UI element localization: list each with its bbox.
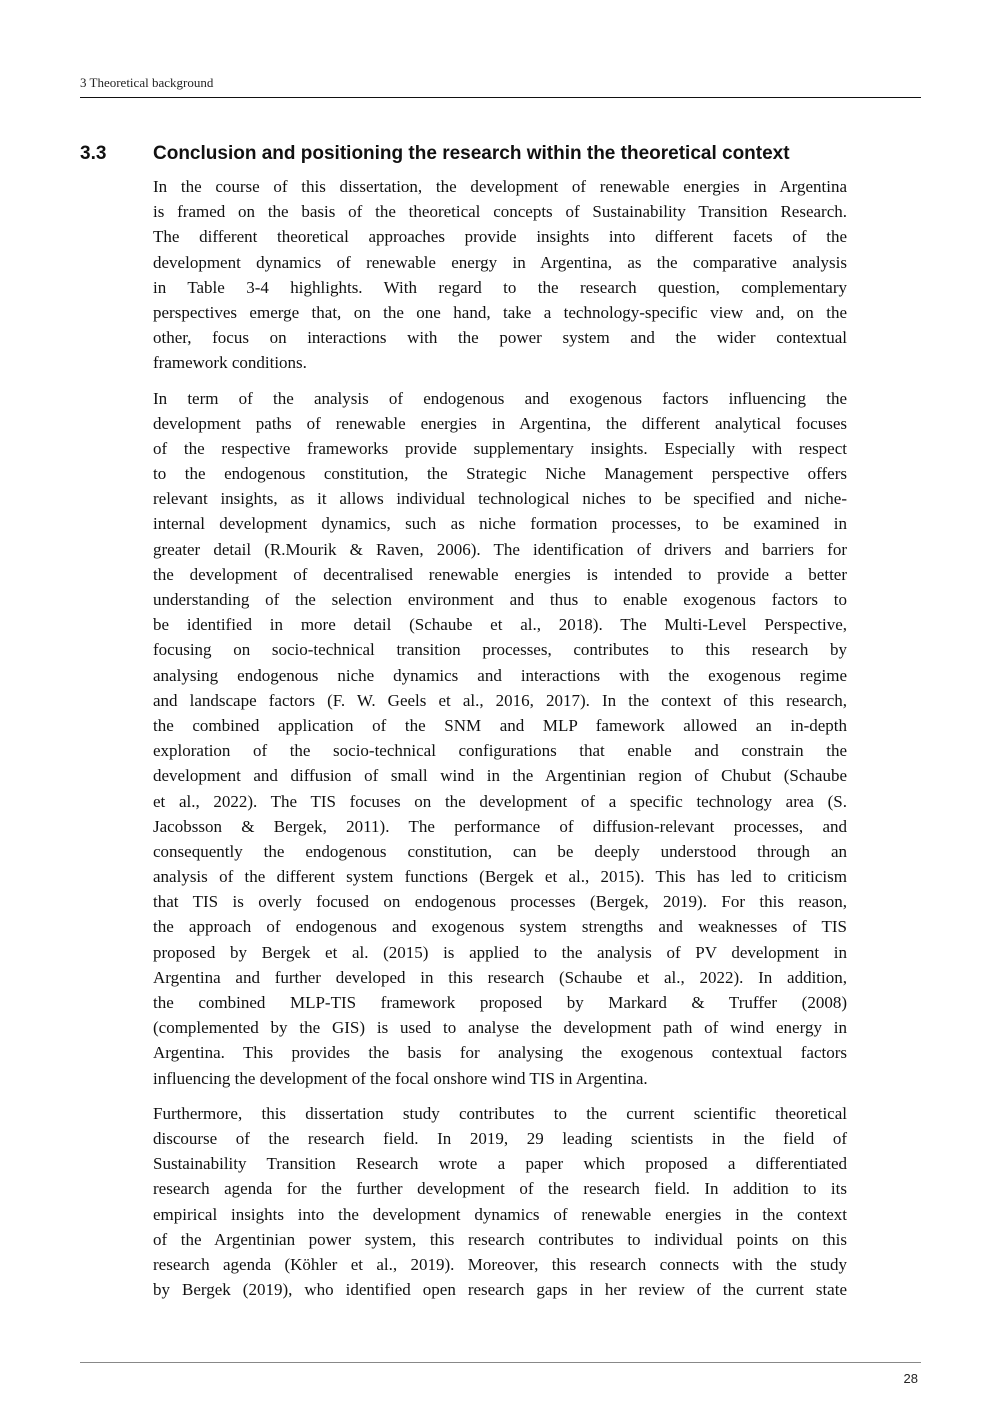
text-line: Sustainability Transition Research wrote a paper which proposed a differentiated	[153, 1154, 847, 1174]
text-line: discourse of the research field. In 2019, 29 leading scientists in the field of	[153, 1128, 847, 1148]
text-line: research agenda (Köhler et al., 2019). Moreover, this research connects with the study	[153, 1254, 847, 1274]
text-line: is framed on the basis of the theoretical concepts of Sustainability Transition Research.	[153, 202, 847, 222]
text-line: Jacobsson & Bergek, 2011). The performance of diffusion-relevant processes, and	[153, 816, 847, 836]
paragraph	[153, 386, 847, 1091]
text-line: and landscape factors (F. W. Geels et al., 2016, 2017). In the context of this research,	[153, 690, 847, 710]
text-line: the combined application of the SNM and MLP famework allowed an in-depth	[153, 715, 847, 735]
text-line: development dynamics of renewable energy in Argentina, as the comparative analysis	[153, 252, 847, 272]
text-line: empirical insights into the development dynamics of renewable energies in the context	[153, 1204, 847, 1224]
text-line: by Bergek (2019), who identified open research gaps in her review of the current state	[153, 1280, 847, 1300]
text-line: influencing the development of the focal onshore wind TIS in Argentina.	[153, 1068, 648, 1088]
text-line: Furthermore, this dissertation study contributes to the current scientific theoretical	[153, 1103, 847, 1123]
paragraph	[153, 1101, 847, 1303]
text-line: other, focus on interactions with the power system and the wider contextual	[153, 328, 847, 348]
text-line: The different theoretical approaches provide insights into different facets of the	[153, 227, 847, 247]
text-line: et al., 2022). The TIS focuses on the development of a specific technology area (S.	[153, 791, 847, 811]
text-line: (complemented by the GIS) is used to analyse the development path of wind energy in	[153, 1018, 847, 1038]
text-line: Argentina and further developed in this research (Schaube et al., 2022). In addition,	[153, 967, 847, 987]
footer-divider	[80, 1362, 921, 1363]
text-line: consequently the endogenous constitution, can be deeply understood through an	[153, 841, 847, 861]
text-line: research agenda for the further development of the research field. In addition to its	[153, 1179, 847, 1199]
text-line: framework conditions.	[153, 353, 307, 373]
text-line: the development of decentralised renewable energies is intended to provide a better	[153, 564, 847, 584]
text-line: perspectives emerge that, on the one hand, take a technology-specific view and, on the	[153, 302, 847, 322]
text-line: of the Argentinian power system, this research contributes to individual points on this	[153, 1229, 847, 1249]
text-line: analysing endogenous niche dynamics and interactions with the exogenous regime	[153, 665, 847, 685]
text-line: the approach of endogenous and exogenous system strengths and weaknesses of TIS	[153, 917, 847, 937]
text-line: in Table 3-4 highlights. With regard to the research question, complementary	[153, 277, 847, 297]
text-line: In term of the analysis of endogenous and exogenous factors influencing the	[153, 388, 847, 408]
text-line: proposed by Bergek et al. (2015) is applied to the analysis of PV development in	[153, 942, 847, 962]
text-line: focusing on socio-technical transition processes, contributes to this research by	[153, 640, 847, 660]
section-title: Conclusion and positioning the research within the theoretical context	[153, 143, 790, 164]
text-line: greater detail (R.Mourik & Raven, 2006). The identification of drivers and barriers for	[153, 539, 847, 559]
text-line: understanding of the selection environment and thus to enable exogenous factors to	[153, 590, 847, 609]
body-text	[153, 174, 847, 1312]
text-line: the combined MLP-TIS framework proposed by Markard & Truffer (2008)	[153, 993, 847, 1012]
page-number: 28	[903, 1371, 918, 1386]
section-number: 3.3	[80, 143, 107, 164]
text-line: exploration of the socio-technical configurations that enable and constrain the	[153, 741, 847, 761]
text-line: relevant insights, as it allows individual technological niches to be specified and niche-	[153, 489, 847, 509]
text-line: development paths of renewable energies in Argentina, the different analytical focuses	[153, 413, 847, 433]
text-line: analysis of the different system functions (Bergek et al., 2015). This has led to criticism	[153, 867, 847, 887]
text-line: In the course of this dissertation, the development of renewable energies in Argentina	[153, 177, 847, 196]
text-line: that TIS is overly focused on endogenous processes (Bergek, 2019). For this reason,	[153, 892, 847, 912]
text-line: be identified in more detail (Schaube et al., 2018). The Multi-Level Perspective,	[153, 615, 847, 635]
text-line: to the endogenous constitution, the Strategic Niche Management perspective offers	[153, 464, 847, 484]
text-line: of the respective frameworks provide supplementary insights. Especially with respect	[153, 438, 847, 458]
text-line: Argentina. This provides the basis for analysing the exogenous contextual factors	[153, 1043, 847, 1063]
running-header: 3 Theoretical background	[80, 75, 214, 90]
text-line: development and diffusion of small wind in the Argentinian region of Chubut (Schaube	[153, 766, 847, 786]
header-divider	[80, 97, 921, 98]
text-line: internal development dynamics, such as niche formation processes, to be examined in	[153, 514, 847, 534]
paragraph	[153, 174, 847, 376]
